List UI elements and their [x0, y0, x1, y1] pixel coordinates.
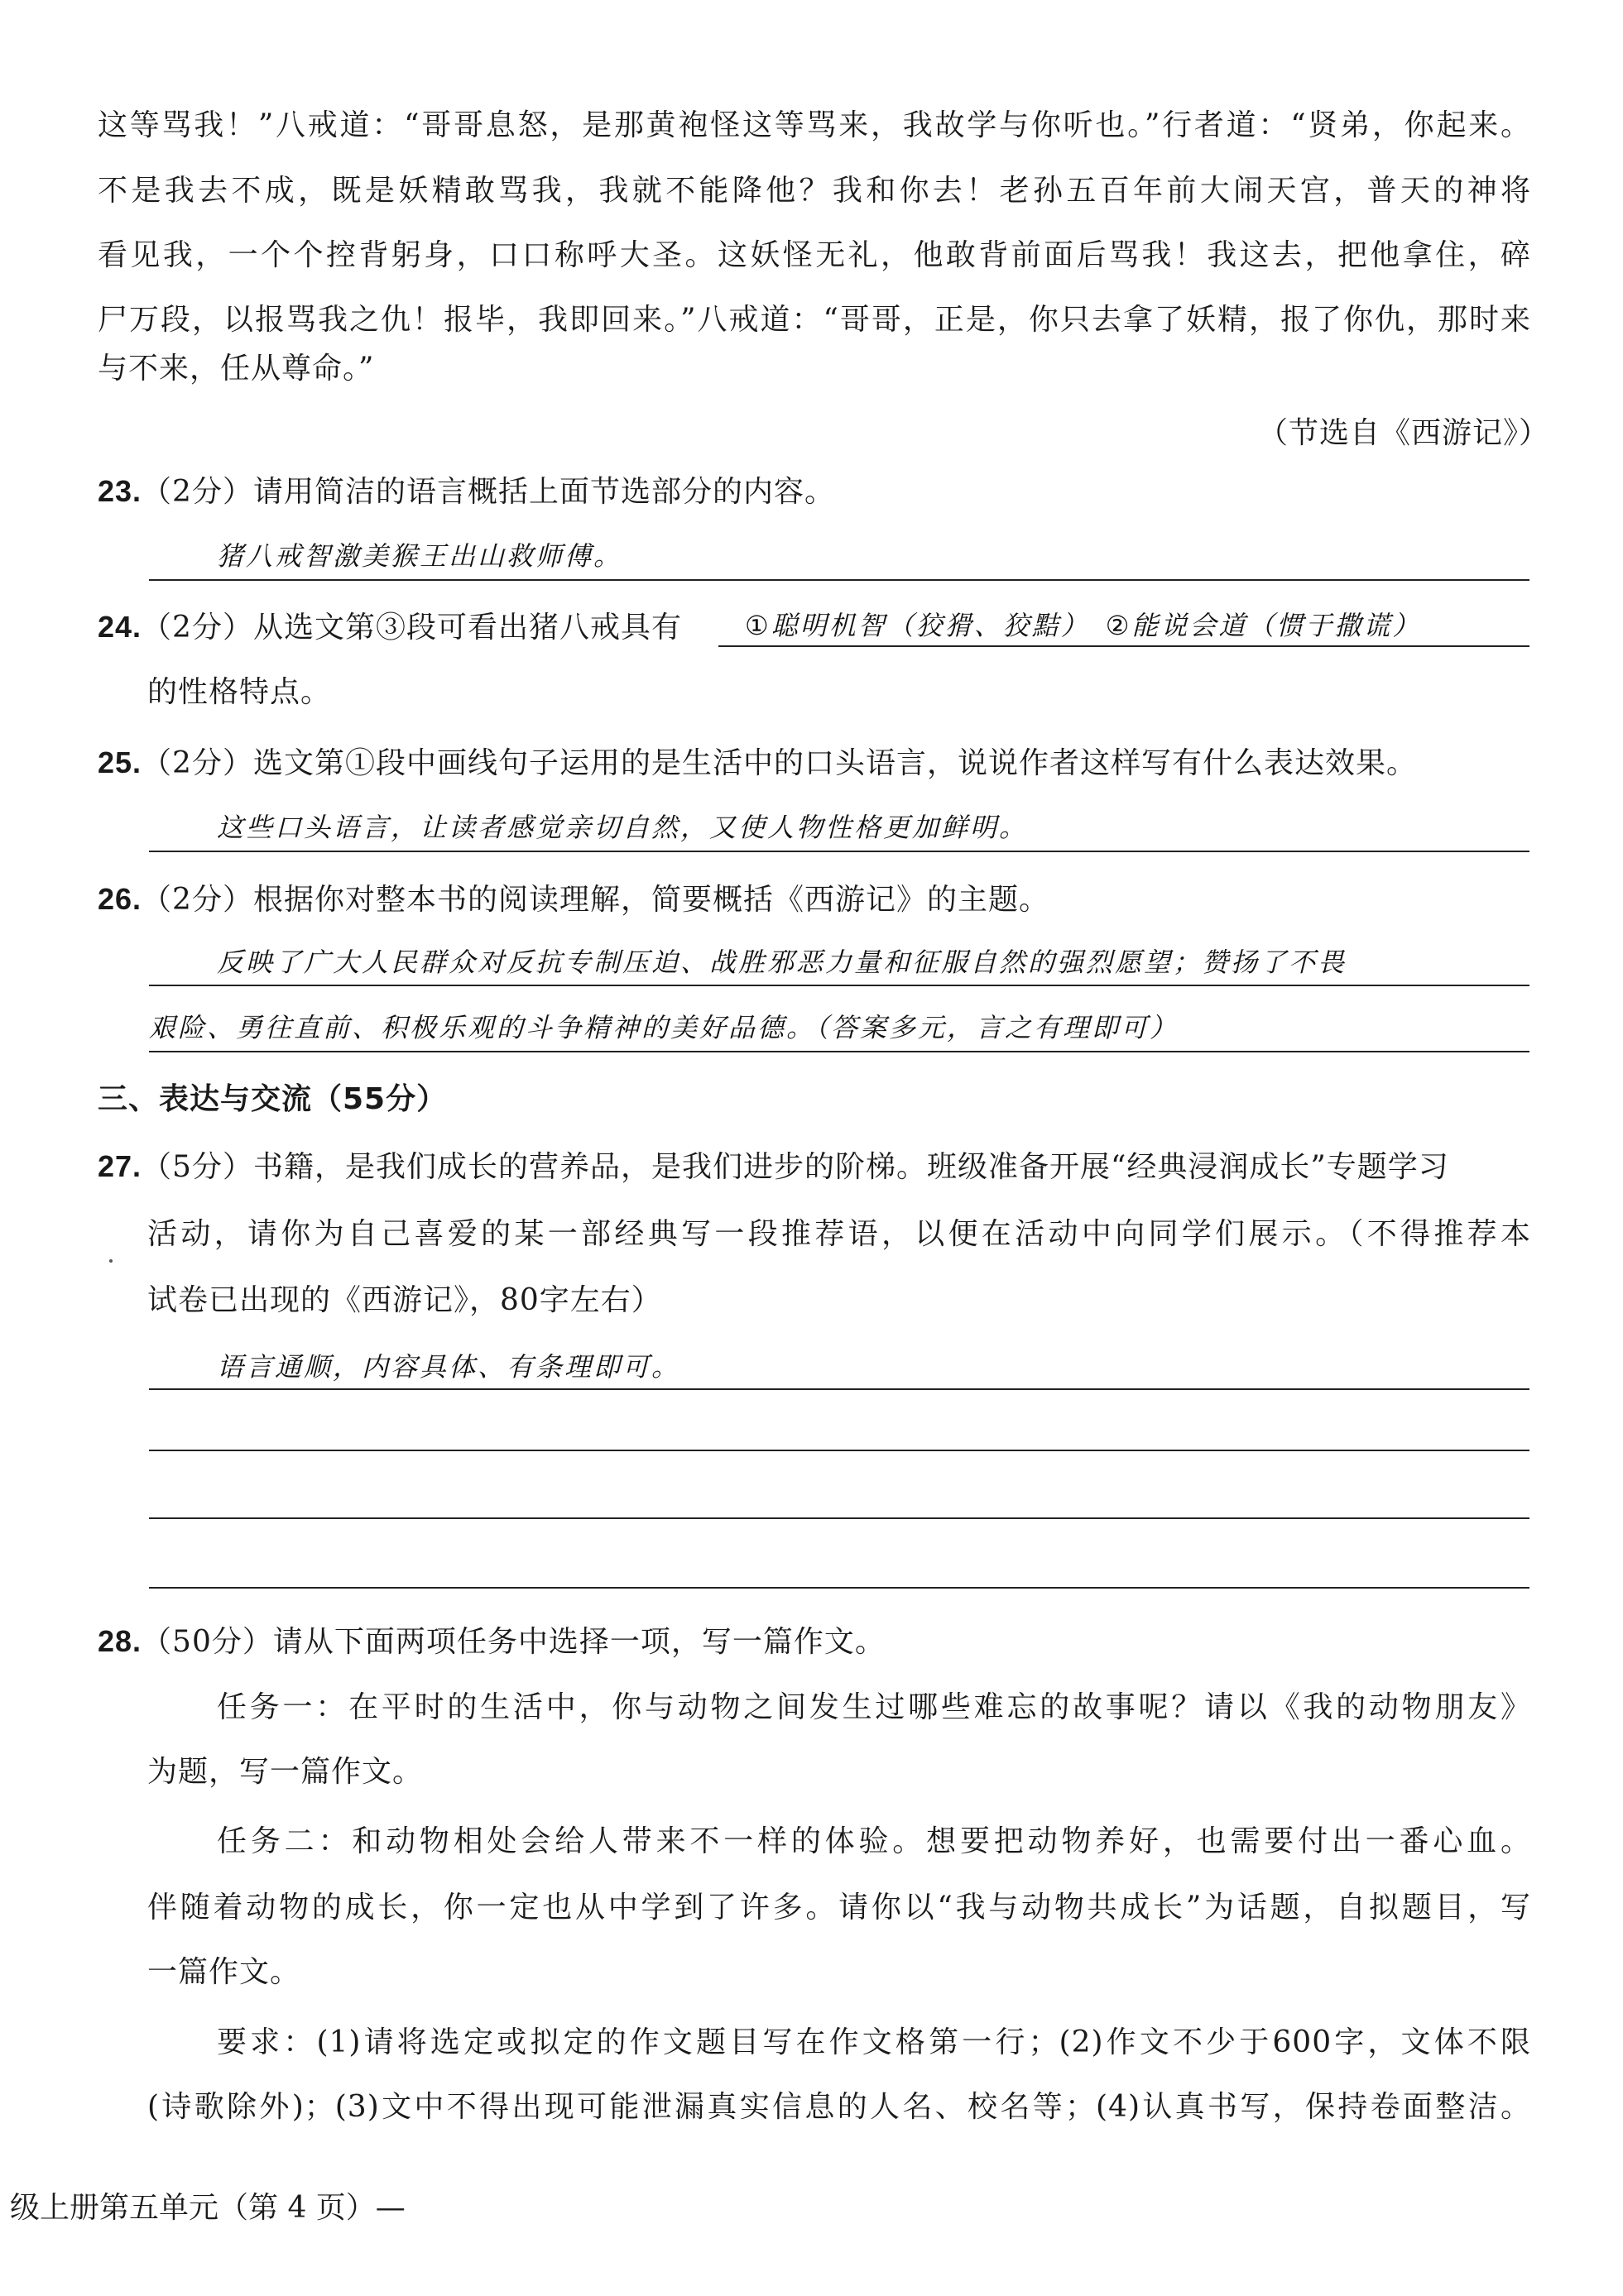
passage-line-4: 尸万段，以报骂我之仇！报毕，我即回来。”八戒道：“哥哥，正是，你只去拿了妖精，报了你仇，那时来 — [98, 303, 1531, 337]
question-26 — [98, 880, 1049, 920]
passage-line-2: 不是我去不成，既是妖精敢骂我，我就不能降他？我和你去！老孙五百年前大闹天宫，普天的神将 — [98, 174, 1531, 208]
question-number: 27. — [98, 1149, 142, 1183]
question-number: 23. — [98, 474, 142, 508]
passage-line-5: 与不来，任从尊命。” — [98, 352, 375, 386]
requirements-line-1: 要求：(1)请将选定或拟定的作文题目写在作文格第一行；(2)作文不少于600字，文体不限 — [217, 2025, 1531, 2059]
question-text: （2分）选文第①段中画线句子运用的是生活中的口头语言，说说作者这样写有什么表达效果。 — [142, 746, 1417, 780]
question-27-line-3: 试卷已出现的《西游记》，80字左右） — [147, 1283, 662, 1317]
question-text: （2分）从选文第③段可看出猪八戒具有 — [142, 611, 682, 645]
answer-line-27a — [149, 1388, 1529, 1390]
question-23 — [98, 472, 835, 512]
question-24 — [98, 607, 682, 648]
task-1-line-2: 为题，写一篇作文。 — [147, 1755, 424, 1789]
answer-line-27d — [149, 1587, 1529, 1589]
task-2-line-2: 伴随着动物的成长，你一定也从中学到了许多。请你以“我与动物共成长”为话题，自拟题目，写 — [147, 1891, 1531, 1925]
answer-line-26a — [149, 985, 1529, 986]
question-text: （2分）根据你对整本书的阅读理解，简要概括《西游记》的主题。 — [142, 883, 1049, 917]
question-text-line-1: （5分）书籍，是我们成长的营养品，是我们进步的阶梯。班级准备开展“经典浸润成长”专题学习 — [142, 1150, 1449, 1184]
answer-line-23 — [149, 579, 1529, 581]
answer-line-24 — [718, 645, 1529, 647]
question-number: 24. — [98, 610, 142, 644]
question-number: 28. — [98, 1624, 142, 1658]
answer-26-line-2: 艰险、勇往直前、积极乐观的斗争精神的美好品德。（答案多元，言之有理即可） — [149, 1012, 1179, 1043]
question-27 — [98, 1147, 1531, 1187]
section-title: 三、表达与交流（55分） — [98, 1082, 448, 1116]
question-number: 26. — [98, 882, 142, 916]
task-2-line-3: 一篇作文。 — [147, 1955, 301, 1989]
question-24-suffix: 的性格特点。 — [147, 675, 332, 709]
requirements-line-2: (诗歌除外)；(3)文中不得出现可能泄漏真实信息的人名、校名等；(4)认真书写，保持卷面整洁。 — [147, 2090, 1531, 2124]
question-text: （50分）请从下面两项任务中选择一项，写一篇作文。 — [142, 1625, 886, 1659]
answer-23: 猪八戒智激美猴王出山救师傅。 — [217, 540, 623, 572]
answer-line-27c — [149, 1517, 1529, 1519]
passage-line-3: 看见我，一个个控背躬身，口口称呼大圣。这妖怪无礼，他敢背前面后骂我！我这去，把他拿住，碎 — [98, 238, 1531, 272]
scan-speck — [109, 1259, 113, 1263]
answer-line-27b — [149, 1450, 1529, 1451]
passage-source: （节选自《西游记》） — [1258, 416, 1550, 450]
answer-25: 这些口头语言，让读者感觉亲切自然，又使人物性格更加鲜明。 — [217, 812, 1029, 843]
passage-line-1: 这等骂我！”八戒道：“哥哥息怒，是那黄袍怪这等骂来，我故学与你听也。”行者道：“贤弟，你起来。 — [98, 108, 1531, 142]
task-2-line-1: 任务二：和动物相处会给人带来不一样的体验。想要把动物养好，也需要付出一番心血。 — [217, 1824, 1531, 1858]
answer-line-25 — [149, 851, 1529, 852]
answer-line-26b — [149, 1051, 1529, 1052]
task-1-line-1: 任务一：在平时的生活中，你与动物之间发生过哪些难忘的故事呢？请以《我的动物朋友》 — [217, 1690, 1531, 1724]
question-text: （2分）请用简洁的语言概括上面节选部分的内容。 — [142, 475, 835, 509]
question-28 — [98, 1622, 886, 1662]
question-25 — [98, 743, 1417, 784]
question-number: 25. — [98, 745, 142, 779]
answer-24: ①聪明机智（狡猾、狡黠） ②能说会道（惯于撒谎） — [745, 610, 1422, 641]
page-footer: 级上册第五单元（第 4 页）— — [10, 2191, 406, 2225]
question-27-line-2: 活动，请你为自己喜爱的某一部经典写一段推荐语，以便在活动中向同学们展示。（不得推荐本 — [147, 1217, 1531, 1251]
answer-27: 语言通顺，内容具体、有条理即可。 — [217, 1351, 681, 1383]
answer-26-line-1: 反映了广大人民群众对反抗专制压迫、战胜邪恶力量和征服自然的强烈愿望；赞扬了不畏 — [217, 947, 1347, 978]
